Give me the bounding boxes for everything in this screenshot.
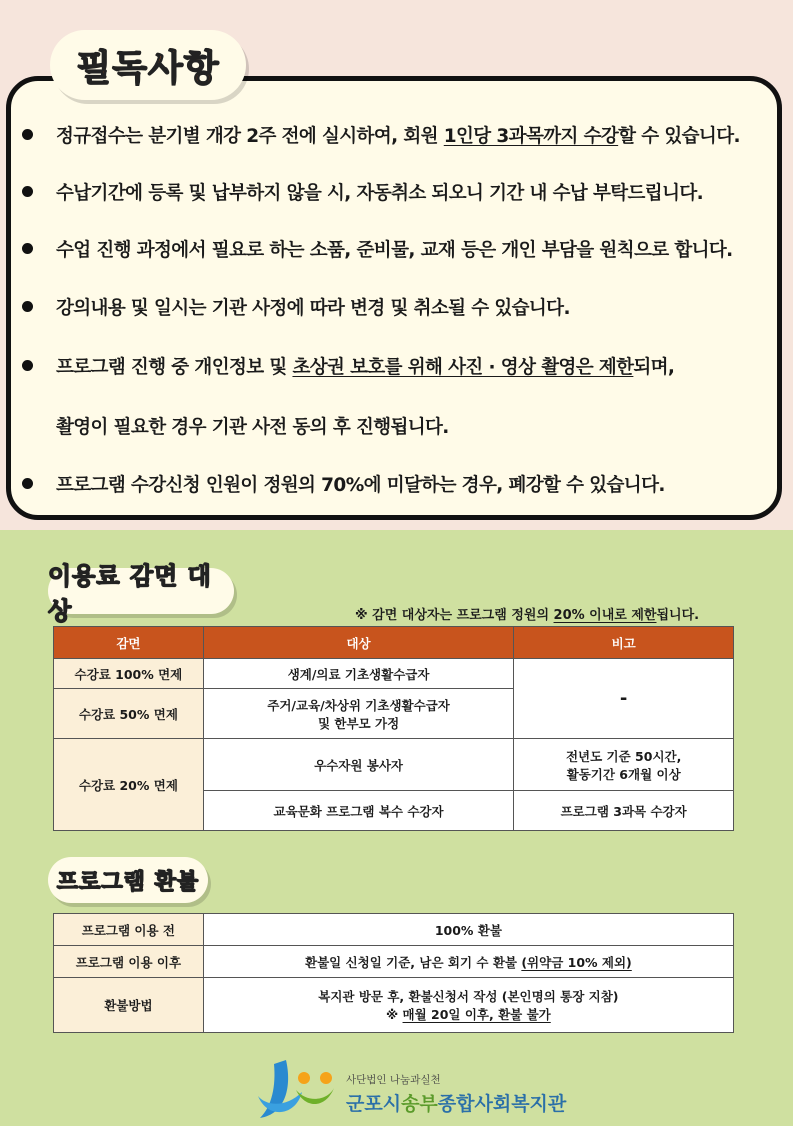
discount-target-cell: 교육문화 프로그램 복수 수강자 <box>203 791 514 831</box>
refund-label-cell: 프로그램 이용 전 <box>54 914 204 946</box>
refund-value-cell: 100% 환불 <box>203 914 733 946</box>
refund-title: 프로그램 환불 <box>56 869 200 895</box>
logo-subtitle: 사단법인 나눔과실천 <box>346 1074 441 1086</box>
discount-target-cell: 주거/교육/차상위 기초생활수급자 및 한부모 가정 <box>203 689 514 739</box>
bullet-icon <box>22 360 33 371</box>
discount-table <box>53 626 734 831</box>
header-cell: 대상 <box>203 627 514 659</box>
bullet-icon <box>22 478 33 489</box>
discount-note-cell: 전년도 기준 50시간, 활동기간 6개월 이상 <box>514 739 734 791</box>
header-cell: 비고 <box>514 627 734 659</box>
organization-logo <box>246 1056 566 1122</box>
discount-label-cell: 수강료 50% 면제 <box>54 689 204 739</box>
header-cell: 감면 <box>54 627 204 659</box>
refund-table <box>53 913 734 1033</box>
refund-title-badge <box>48 857 208 903</box>
notice-title-badge <box>50 30 246 100</box>
discount-note: ※ 감면 대상자는 프로그램 정원의 20% 이내로 제한됩니다. <box>355 608 700 623</box>
discount-title-badge <box>48 562 234 625</box>
refund-label-cell: 프로그램 이용 이후 <box>54 946 204 978</box>
discount-note-cell: 프로그램 3과목 수강자 <box>514 791 734 831</box>
refund-label-cell: 환불방법 <box>54 978 204 1033</box>
bullet-icon <box>22 301 33 312</box>
refund-value-cell: 복지관 방문 후, 환불신청서 작성 (본인명의 통장 지참) ※ 매월 20일 이후, 환불 불가 <box>203 978 733 1033</box>
logo-mark-icon <box>246 1056 342 1122</box>
bullet-icon <box>22 243 33 254</box>
bullet-icon <box>22 129 33 140</box>
refund-value-cell: 환불일 신청일 기준, 남은 회기 수 환불 (위약금 10% 제외) <box>203 946 733 978</box>
logo-name: 군포시송부종합사회복지관 <box>346 1093 567 1115</box>
discount-label-cell: 수강료 100% 면제 <box>54 659 204 689</box>
discount-note-cell: - <box>514 659 734 739</box>
notice-title: 필독사항 <box>76 47 220 89</box>
discount-title: 이용료 감면 대상 <box>48 562 212 625</box>
bullet-icon <box>22 186 33 197</box>
discount-target-cell: 생계/의료 기초생활수급자 <box>203 659 514 689</box>
discount-target-cell: 우수자원 봉사자 <box>203 739 514 791</box>
discount-label-cell: 수강료 20% 면제 <box>54 739 204 831</box>
